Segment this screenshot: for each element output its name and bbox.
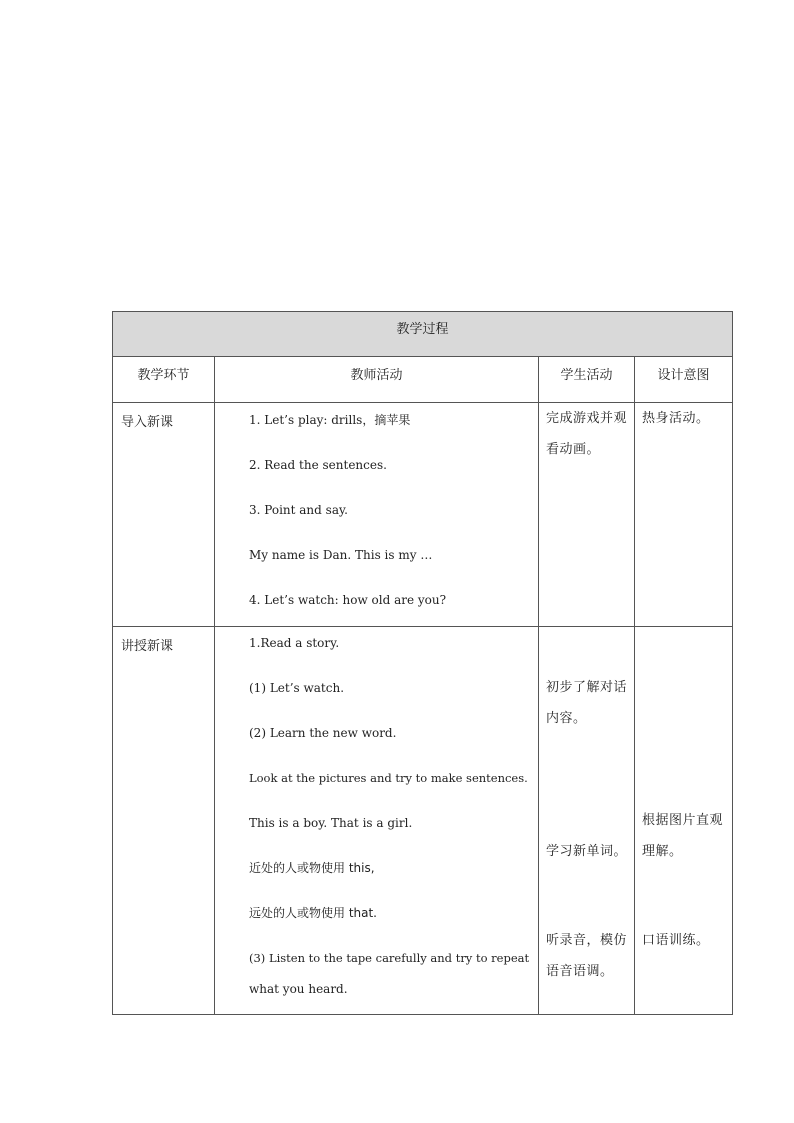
teacher-activity-cell	[215, 403, 539, 627]
student-activity-cell	[539, 403, 635, 627]
teacher-line: 远处的人或物使用 that.	[249, 906, 377, 920]
stage-label: 讲授新课	[121, 639, 174, 654]
teacher-line: 3. Point and say.	[249, 503, 348, 517]
teacher-line: (3) Listen to the tape carefully and try to repeat	[249, 951, 530, 965]
design-note: 热身活动。	[642, 411, 710, 426]
teacher-line: (1) Let’s watch.	[249, 681, 345, 695]
teacher-line: My name is Dan. This is my …	[249, 548, 433, 562]
table-title-row	[113, 312, 733, 357]
header-student	[539, 357, 635, 403]
teacher-line: 1.Read a story.	[249, 636, 340, 650]
table-title-cell	[113, 312, 733, 357]
design-note: 口语训练。	[642, 933, 710, 948]
header-student-label: 学生活动	[560, 368, 613, 383]
teacher-line: Look at the pictures and try to make sentences.	[249, 771, 528, 785]
design-intent-cell	[635, 627, 733, 1015]
teacher-line: what you heard.	[249, 982, 348, 996]
teacher-line: 4. Let’s watch: how old are you?	[249, 593, 447, 607]
stage-label: 导入新课	[121, 415, 174, 430]
student-note: 听录音，模仿语音语调。	[546, 933, 628, 979]
lesson-process-table	[112, 311, 733, 1015]
stage-cell	[113, 403, 215, 627]
student-note: 学习新单词。	[546, 844, 628, 859]
design-note: 根据图片直观理解。	[642, 813, 724, 859]
table-title: 教学过程	[396, 321, 449, 337]
header-design	[635, 357, 733, 403]
header-design-label: 设计意图	[657, 368, 710, 383]
teacher-line: 1. Let’s play: drills，摘苹果	[249, 413, 411, 427]
teacher-line: 近处的人或物使用 this,	[249, 861, 375, 875]
header-teacher	[215, 357, 539, 403]
header-teacher-label: 教师活动	[350, 368, 403, 383]
table-row	[113, 403, 733, 627]
teacher-line: This is a boy. That is a girl.	[249, 816, 413, 830]
design-intent-cell	[635, 403, 733, 627]
student-note: 完成游戏并观看动画。	[546, 411, 628, 457]
student-note: 初步了解对话内容。	[546, 680, 628, 726]
header-stage	[113, 357, 215, 403]
student-activity-cell	[539, 627, 635, 1015]
header-stage-label: 教学环节	[137, 368, 190, 383]
teacher-line: (2) Learn the new word.	[249, 726, 397, 740]
stage-cell	[113, 627, 215, 1015]
teacher-activity-cell	[215, 627, 539, 1015]
table-header-row	[113, 357, 733, 403]
table-row	[113, 627, 733, 1015]
teacher-line: 2. Read the sentences.	[249, 458, 387, 472]
lesson-process-table-wrapper	[112, 311, 732, 1014]
